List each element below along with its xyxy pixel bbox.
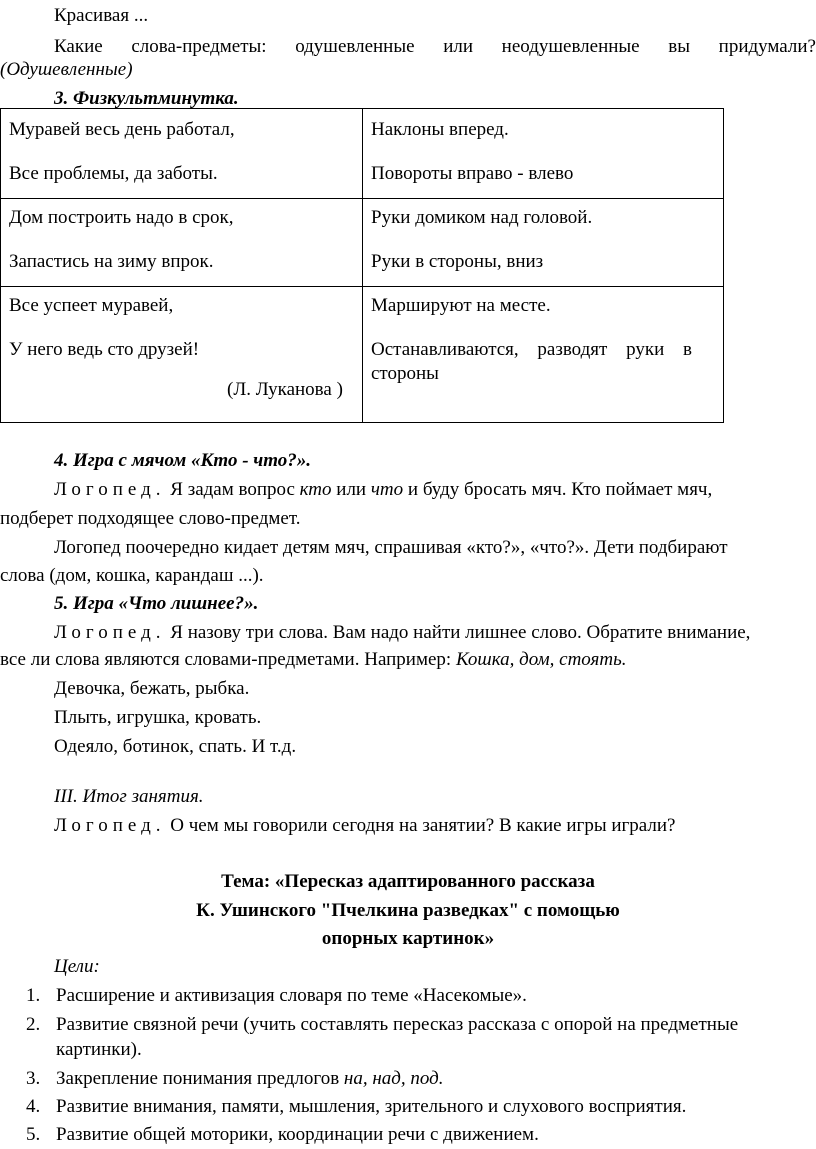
text-span: О чем мы говорили сегодня на занятии? В какие игры играли? (170, 815, 676, 836)
text-span: или (336, 479, 367, 500)
table-cell-poem (1, 287, 363, 423)
poem-line: Муравей весь день работал, (9, 119, 235, 140)
list-item-continuation: картинки). (56, 1039, 142, 1060)
question-word: неодушевленные (501, 36, 640, 57)
section-heading: 4. Игра с мячом «Кто - что?». (54, 450, 312, 471)
text-span: все ли слова являются словами-предметами. Например: (0, 649, 452, 670)
question-word: одушевленные (295, 36, 415, 57)
text-span: что (370, 479, 404, 500)
poem-line: Запастись на зиму впрок. (9, 251, 214, 272)
question-word: Какие (54, 36, 103, 57)
list-number: 5. (26, 1124, 41, 1145)
question-word: слова-предметы: (131, 36, 267, 57)
movement-line: Руки домиком над головой. (371, 207, 593, 228)
topic-title: опорных картинок» (321, 928, 495, 949)
question-word: вы (668, 36, 691, 57)
table-cell-movement (363, 287, 724, 423)
movement-line (371, 339, 715, 361)
poem-author: (Л. Луканова ) (227, 379, 343, 400)
movement-line: стороны (371, 363, 439, 384)
poem-line: Все проблемы, да заботы. (9, 163, 218, 184)
poem-line: У него ведь сто друзей! (9, 339, 200, 360)
intro-question (54, 37, 816, 56)
exercise-table (0, 108, 724, 423)
text-span: Я назову три слова. Вам надо найти лишнее слово. Обратите внимание, (170, 622, 751, 643)
text-span: Я задам вопрос (170, 479, 295, 500)
list-number: 2. (26, 1014, 41, 1035)
text-span: кто (299, 479, 332, 500)
poem-line: Дом построить надо в срок, (9, 207, 234, 228)
list-number: 1. (26, 985, 41, 1006)
paragraph-line (54, 816, 675, 835)
example-line: Плыть, игрушка, кровать. (54, 707, 262, 728)
question-word: придумали? (718, 36, 816, 57)
list-number: 4. (26, 1096, 41, 1117)
movement-line: Руки в стороны, вниз (371, 251, 544, 272)
text-span: Кошка, дом, стоять. (455, 649, 627, 670)
goals-label: Цели: (54, 956, 100, 977)
question-word: или (443, 36, 474, 57)
table-row (1, 287, 724, 423)
list-item: Расширение и активизация словаря по теме «Насекомые». (56, 985, 527, 1006)
poem-line: Все успеет муравей, (9, 295, 174, 316)
table-cell-movement (363, 109, 724, 199)
list-item: Развитие общей моторики, координации речи с движением. (56, 1124, 539, 1145)
section-heading: 5. Игра «Что лишнее?». (54, 593, 259, 614)
intro-line: Красивая ... (54, 5, 149, 26)
text-span: на, над, под. (343, 1068, 444, 1089)
section-heading: 3. Физкультминутка. (54, 88, 239, 109)
table-row (1, 199, 724, 287)
topic-title: К. Ушинского "Пчелкина разведках" с помощью (196, 900, 620, 921)
speaker-label: Логопед. (54, 622, 166, 643)
list-number: 3. (26, 1068, 41, 1089)
table-cell-poem (1, 199, 363, 287)
table-row (1, 109, 724, 199)
movement-line: Повороты вправо - влево (371, 163, 574, 184)
speaker-label: Логопед. (54, 815, 166, 836)
paragraph-line: подберет подходящее слово-предмет. (0, 508, 301, 529)
section-heading: III. Итог занятия. (54, 786, 204, 807)
paragraph-line (54, 480, 712, 499)
table-cell-poem (1, 109, 363, 199)
movement-text: Останавливаются, разводят руки в (371, 339, 692, 360)
list-item: Развитие внимания, памяти, мышления, зрительного и слухового восприятия. (56, 1096, 687, 1117)
text-span: Закрепление понимания предлогов (56, 1068, 340, 1089)
table-cell-movement (363, 199, 724, 287)
paragraph-line: слова (дом, кошка, карандаш ...). (0, 565, 264, 586)
topic-title: Тема: «Пересказ адаптированного рассказа (221, 871, 595, 892)
speaker-label: Логопед. (54, 479, 166, 500)
example-line: Одеяло, ботинок, спать. И т.д. (54, 736, 297, 757)
paragraph-line (54, 623, 750, 642)
movement-line: Маршируют на месте. (371, 295, 551, 316)
example-line: Девочка, бежать, рыбка. (54, 678, 250, 699)
list-item (56, 1069, 444, 1088)
paragraph-line: Логопед поочередно кидает детям мяч, спрашивая «кто?», «что?». Дети подбирают (54, 537, 728, 558)
movement-line: Наклоны вперед. (371, 119, 509, 140)
list-item: Развитие связной речи (учить составлять пересказ рассказа с опорой на предметные (56, 1014, 739, 1035)
text-span: и буду бросать мяч. Кто поймает мяч, (407, 479, 713, 500)
paragraph-line (0, 650, 627, 669)
intro-answer: (Одушевленные) (0, 59, 133, 80)
